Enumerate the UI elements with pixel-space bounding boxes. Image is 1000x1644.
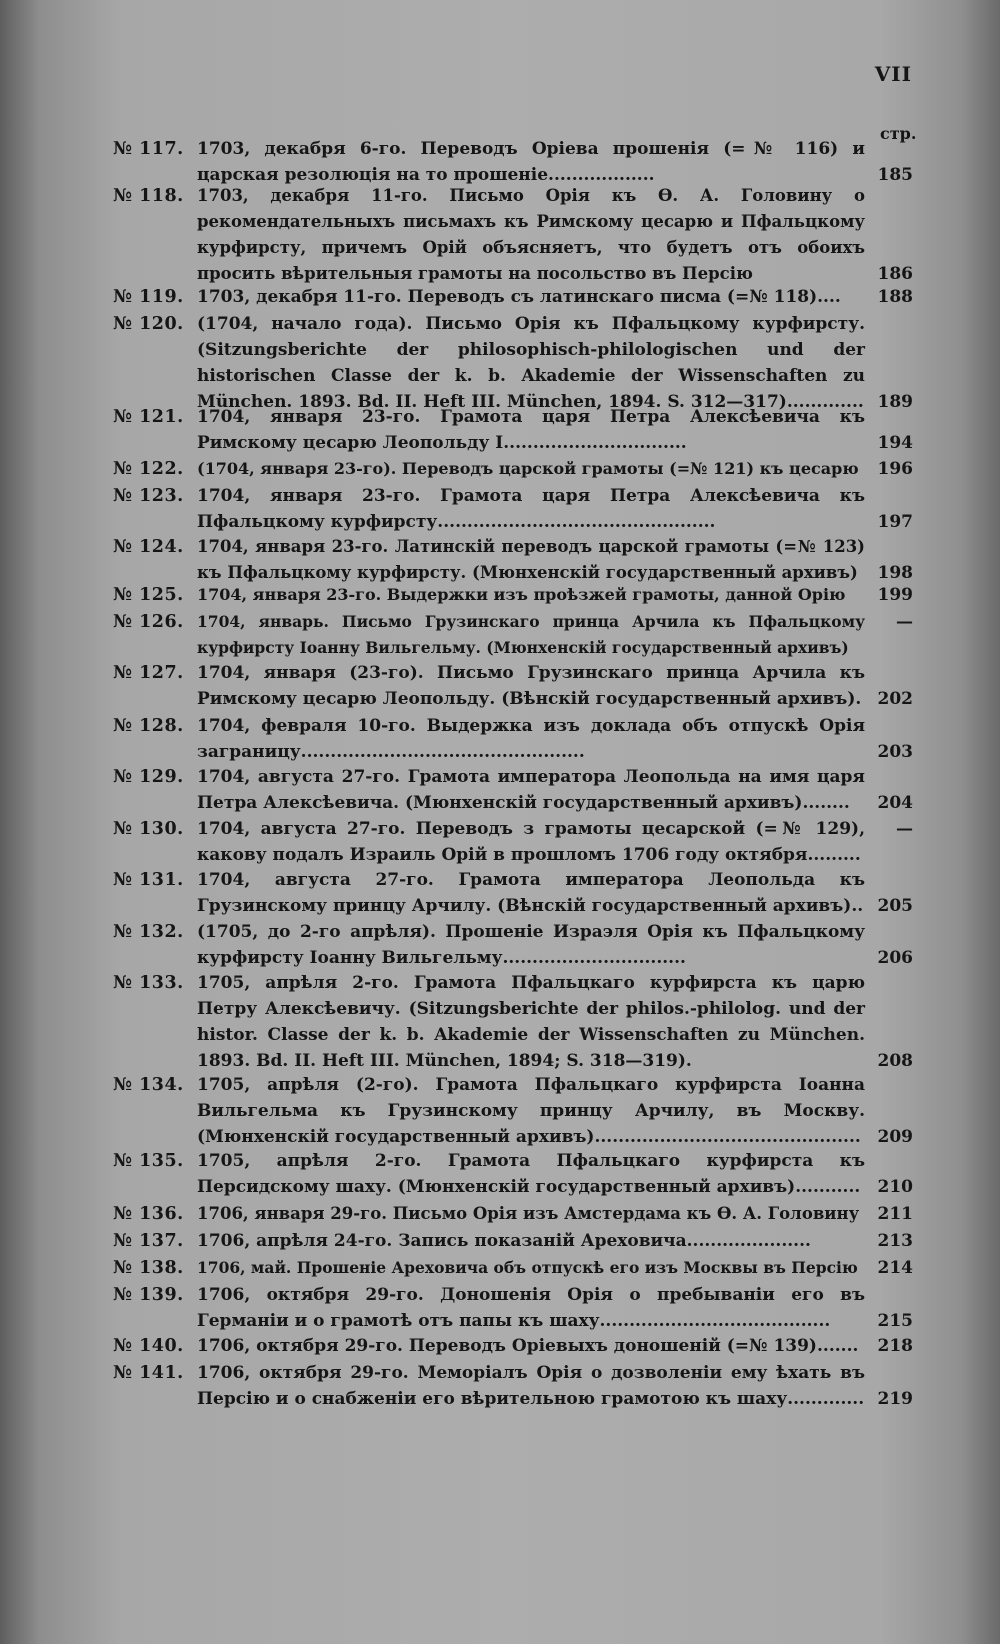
toc-entry xyxy=(113,867,913,919)
entry-number: № 122. xyxy=(113,459,184,479)
entry-text: 1706, октября 29-го. Переводъ Оріевыхъ доношеній (=№ 139)....... xyxy=(197,1336,859,1356)
entry-page-number: 206 xyxy=(877,948,913,968)
entry-text: 1703, декабря 6-го. Переводъ Оріева прошенія (=№ 116) и царская резолюція на то прошеніе.................. xyxy=(197,139,865,185)
entry-page-number: 196 xyxy=(877,459,913,479)
entry-page-number: 203 xyxy=(877,742,913,762)
entry-number: № 134. xyxy=(113,1075,184,1095)
toc-entry xyxy=(113,970,913,1074)
entry-number: № 136. xyxy=(113,1204,184,1224)
toc-entry xyxy=(113,919,913,971)
entry-page-number: 197 xyxy=(877,512,913,532)
toc-entry xyxy=(113,1360,913,1412)
entry-number: № 135. xyxy=(113,1151,184,1171)
toc-entry xyxy=(113,660,913,712)
entry-text: 1703, декабря 11-го. Письмо Орія къ Ѳ. А. Головину о рекомендательныхъ письмахъ къ Римскому цесарю и Пфальцкому курфирсту, причемъ Орій объясняетъ, что будетъ отъ обоихъ просить вѣрительныя грамоты на посольство въ Персію xyxy=(197,186,865,283)
entry-number: № 131. xyxy=(113,870,184,890)
entry-page-number: 185 xyxy=(877,165,913,185)
toc-entry xyxy=(113,1228,913,1254)
toc-entry xyxy=(113,1282,913,1334)
entry-number: № 125. xyxy=(113,585,184,605)
entry-page-number: 199 xyxy=(877,585,913,605)
entry-text: 1703, декабря 11-го. Переводъ съ латинскаго писма (=№ 118).... xyxy=(197,287,841,307)
toc-entry xyxy=(113,534,913,586)
entry-page-number: — xyxy=(896,819,913,839)
entry-text: (1704, начало года). Письмо Орія къ Пфальцкому курфирсту. (Sitzungsberichte der philosophisch-philologischen und der historischen Classe der k. b. Akademie der Wissenschaften zu München. 1893. Bd. II. Heft III. München, 1894. S. 312—317)............. xyxy=(197,314,865,412)
entry-number: № 140. xyxy=(113,1336,184,1356)
entry-page-number: 198 xyxy=(877,563,913,583)
entry-number: № 129. xyxy=(113,767,184,787)
entry-page-number: 219 xyxy=(877,1389,913,1409)
toc-entry xyxy=(113,609,913,661)
entry-text: 1704, января 23-го. Выдержки изъ проѣзжей грамоты, данной Орію xyxy=(197,585,846,604)
entry-text: (1705, до 2-го апрѣля). Прошеніе Израэля Орія къ Пфальцкому курфирсту Іоанну Вильгельму............................... xyxy=(197,922,865,968)
toc-entry xyxy=(113,311,913,415)
entry-text: 1704, января 23-го. Грамота царя Петра Алексѣевича къ Римскому цесарю Леопольду I............................... xyxy=(197,407,865,453)
entry-page-number: 204 xyxy=(877,793,913,813)
entry-page-number: 215 xyxy=(877,1311,913,1331)
entry-text: 1706, октября 29-го. Доношенія Орія о пребываніи его въ Германіи и о грамотѣ отъ папы къ шаху....................................... xyxy=(197,1285,865,1331)
entry-text: 1706, апрѣля 24-го. Запись показаній Ареховича..................... xyxy=(197,1231,811,1251)
page-number: VII xyxy=(874,62,912,86)
entry-number: № 139. xyxy=(113,1285,184,1305)
toc-entry xyxy=(113,1148,913,1200)
entry-text: 1704, августа 27-го. Грамота императора Леопольда къ Грузинскому принцу Арчилу. (Вѣнскій государственный архивъ).. xyxy=(197,870,865,916)
entry-text: 1704, январь. Письмо Грузинскаго принца Арчила къ Пфальцкому курфирсту Іоанну Вильгельму. (Мюнхенскій государственный архивъ) xyxy=(197,612,865,657)
toc-entry xyxy=(113,1201,913,1227)
entry-page-number: 189 xyxy=(877,392,913,412)
entry-number: № 133. xyxy=(113,973,184,993)
entry-page-number: 210 xyxy=(877,1177,913,1197)
entry-page-number: 205 xyxy=(877,896,913,916)
page-column-header: стр. xyxy=(880,124,917,143)
toc-entry xyxy=(113,183,913,287)
entry-text: 1705, апрѣля (2-го). Грамота Пфальцкаго курфирста Іоанна Вильгельма къ Грузинскому принцу Арчилу, въ Москву. (Мюнхенскій государственный архивъ)............................................. xyxy=(197,1075,865,1147)
entry-text: 1706, октября 29-го. Меморіалъ Орія о дозволеніи ему ѣхать въ Персію и о снабженіи его вѣрительною грамотою къ шаху............. xyxy=(197,1363,865,1409)
toc-entry xyxy=(113,764,913,816)
entry-page-number: 214 xyxy=(877,1258,913,1278)
toc-entry xyxy=(113,1255,913,1281)
entry-number: № 138. xyxy=(113,1258,184,1278)
entry-text: 1704, февраля 10-го. Выдержка изъ доклада объ отпускѣ Орія заграницу................................................ xyxy=(197,716,865,762)
entry-number: № 123. xyxy=(113,486,184,506)
toc-entry xyxy=(113,404,913,456)
entry-text: 1705, апрѣля 2-го. Грамота Пфальцкаго курфирста къ Персидскому шаху. (Мюнхенскій государственный архивъ)........... xyxy=(197,1151,865,1197)
toc-entry xyxy=(113,483,913,535)
toc-entry xyxy=(113,284,913,310)
entry-text: 1704, января 23-го. Грамота царя Петра Алексѣевича къ Пфальцкому курфирсту............................................... xyxy=(197,486,865,532)
entry-text: 1705, апрѣля 2-го. Грамота Пфальцкаго курфирста къ царю Петру Алексѣевичу. (Sitzungsberichte der philos.-philolog. und der histor. Classe der k. b. Akademie der Wissenschaften zu München. 1893. Bd. II. Heft III. München, 1894; S. 318—319). xyxy=(197,973,865,1071)
entry-text: 1704, августа 27-го. Грамота императора Леопольда на имя царя Петра Алексѣевича. (Мюнхенскій государственный архивъ)........ xyxy=(197,767,865,813)
entry-page-number: 208 xyxy=(877,1051,913,1071)
entry-page-number: 188 xyxy=(877,287,913,307)
entry-number: № 128. xyxy=(113,716,184,736)
entry-text: 1704, января 23-го. Латинскій переводъ царской грамоты (=№ 123) къ Пфальцкому курфирсту. (Мюнхенскій государственный архивъ) xyxy=(197,537,865,582)
entry-page-number: 209 xyxy=(877,1127,913,1147)
entry-number: № 120. xyxy=(113,314,184,334)
entry-number: № 141. xyxy=(113,1363,184,1383)
entry-number: № 121. xyxy=(113,407,184,427)
entry-number: № 127. xyxy=(113,663,184,683)
entry-text: 1706, января 29-го. Письмо Орія изъ Амстердама къ Ѳ. А. Головину xyxy=(197,1204,860,1223)
entry-text: 1704, января (23-го). Письмо Грузинскаго принца Арчила къ Римскому цесарю Леопольду. (Вѣнскій государственный архивъ). xyxy=(197,663,865,709)
entry-number: № 126. xyxy=(113,612,184,632)
entry-page-number: 194 xyxy=(877,433,913,453)
entry-number: № 124. xyxy=(113,537,184,557)
entry-page-number: 218 xyxy=(877,1336,913,1356)
entry-page-number: 202 xyxy=(877,689,913,709)
entry-text: 1704, августа 27-го. Переводъ з грамоты цесарской (=№ 129), какову подалъ Израиль Орій в прошломъ 1706 году октября......... xyxy=(197,819,865,865)
toc-entry xyxy=(113,1072,913,1150)
entry-number: № 117. xyxy=(113,139,184,159)
entry-text: (1704, января 23-го). Переводъ царской грамоты (=№ 121) къ цесарю xyxy=(197,459,859,478)
entry-number: № 119. xyxy=(113,287,184,307)
entry-page-number: 186 xyxy=(877,264,913,284)
entry-text: 1706, май. Прошеніе Ареховича объ отпускѣ его изъ Москвы въ Персію xyxy=(197,1258,858,1277)
toc-entry xyxy=(113,713,913,765)
entry-page-number: 211 xyxy=(877,1204,913,1224)
entry-number: № 137. xyxy=(113,1231,184,1251)
toc-entry xyxy=(113,1333,913,1359)
entry-number: № 132. xyxy=(113,922,184,942)
entry-page-number: — xyxy=(896,612,913,632)
entry-number: № 130. xyxy=(113,819,184,839)
toc-entry xyxy=(113,456,913,482)
entry-page-number: 213 xyxy=(877,1231,913,1251)
toc-entry xyxy=(113,816,913,868)
entry-number: № 118. xyxy=(113,186,184,206)
toc-entry xyxy=(113,136,913,188)
toc-entry xyxy=(113,582,913,608)
